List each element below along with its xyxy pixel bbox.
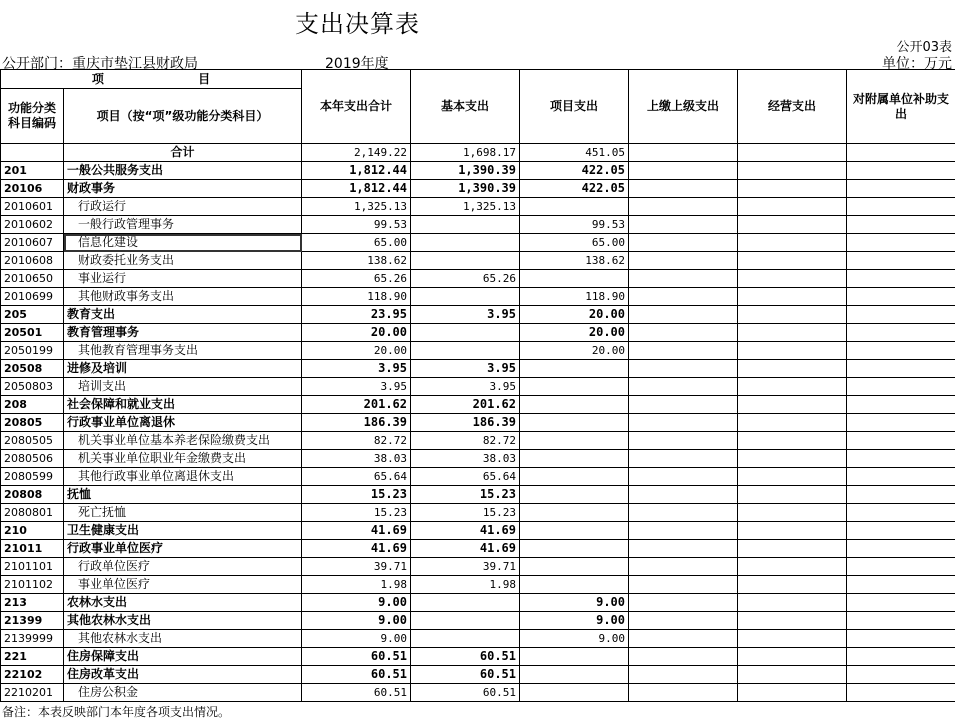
cell-total[interactable]: 60.51: [302, 666, 411, 684]
cell-upper[interactable]: [629, 270, 738, 288]
cell-upper[interactable]: [629, 450, 738, 468]
cell-business[interactable]: [738, 432, 847, 450]
cell-basic[interactable]: 60.51: [411, 648, 520, 666]
cell-basic[interactable]: [411, 288, 520, 306]
cell-name[interactable]: 其他农林水支出: [64, 630, 302, 648]
cell-upper[interactable]: [629, 180, 738, 198]
cell-business[interactable]: [738, 324, 847, 342]
cell-total[interactable]: 38.03: [302, 450, 411, 468]
cell-project[interactable]: [520, 504, 629, 522]
cell-total[interactable]: 201.62: [302, 396, 411, 414]
cell-business[interactable]: [738, 306, 847, 324]
cell-code[interactable]: 208: [1, 396, 64, 414]
table-row: [1, 522, 955, 540]
table-row: [1, 378, 955, 396]
cell-business[interactable]: [738, 360, 847, 378]
cell-business[interactable]: [738, 270, 847, 288]
cell-total[interactable]: 3.95: [302, 360, 411, 378]
cell-business[interactable]: [738, 252, 847, 270]
cell-project[interactable]: [520, 558, 629, 576]
table-row: [1, 666, 955, 684]
cell-business[interactable]: [738, 342, 847, 360]
cell-name[interactable]: 其他教育管理事务支出: [64, 342, 302, 360]
cell-subsidy[interactable]: [847, 486, 955, 504]
cell-name[interactable]: 财政委托业务支出: [64, 252, 302, 270]
cell-project[interactable]: 138.62: [520, 252, 629, 270]
cell-project[interactable]: [520, 414, 629, 432]
table-row: [1, 414, 955, 432]
cell-project[interactable]: [520, 522, 629, 540]
cell-name[interactable]: 死亡抚恤: [64, 504, 302, 522]
cell-business[interactable]: [738, 666, 847, 684]
table-row: [1, 486, 955, 504]
cell-total[interactable]: 2,149.22: [302, 144, 411, 162]
cell-code[interactable]: 201: [1, 162, 64, 180]
cell-code[interactable]: 205: [1, 306, 64, 324]
header-basic[interactable]: 基本支出: [411, 70, 520, 144]
cell-name[interactable]: 抚恤: [64, 486, 302, 504]
cell-upper[interactable]: [629, 648, 738, 666]
cell-upper[interactable]: [629, 576, 738, 594]
cell-subsidy[interactable]: [847, 306, 955, 324]
cell-basic[interactable]: [411, 630, 520, 648]
cell-subsidy[interactable]: [847, 288, 955, 306]
cell-project[interactable]: [520, 684, 629, 702]
cell-code[interactable]: 2080801: [1, 504, 64, 522]
cell-project[interactable]: 422.05: [520, 162, 629, 180]
cell-total[interactable]: 99.53: [302, 216, 411, 234]
item-header-left: 项: [91, 71, 104, 86]
cell-project[interactable]: 99.53: [520, 216, 629, 234]
cell-name[interactable]: 行政运行: [64, 198, 302, 216]
cell-basic[interactable]: 3.95: [411, 306, 520, 324]
cell-business[interactable]: [738, 684, 847, 702]
cell-total[interactable]: 15.23: [302, 504, 411, 522]
cell-code[interactable]: 2080599: [1, 468, 64, 486]
cell-name[interactable]: 培训支出: [64, 378, 302, 396]
cell-total[interactable]: 65.26: [302, 270, 411, 288]
table-row: [1, 270, 955, 288]
cell-basic[interactable]: 3.95: [411, 378, 520, 396]
cell-business[interactable]: [738, 144, 847, 162]
cell-basic[interactable]: 65.26: [411, 270, 520, 288]
footnote: 备注：本表反映部门本年度各项支出情况。: [2, 705, 231, 719]
cell-subsidy[interactable]: [847, 558, 955, 576]
cell-name[interactable]: 合计: [64, 144, 302, 162]
form-number: 公开03表: [896, 40, 952, 55]
cell-business[interactable]: [738, 468, 847, 486]
table-body: [1, 144, 955, 702]
cell-subsidy[interactable]: [847, 684, 955, 702]
cell-project[interactable]: [520, 576, 629, 594]
cell-business[interactable]: [738, 594, 847, 612]
cell-name[interactable]: 一般公共服务支出: [64, 162, 302, 180]
cell-upper[interactable]: [629, 666, 738, 684]
table-row: [1, 360, 955, 378]
cell-upper[interactable]: [629, 396, 738, 414]
table-row: [1, 468, 955, 486]
cell-business[interactable]: [738, 648, 847, 666]
cell-upper[interactable]: [629, 684, 738, 702]
cell-basic[interactable]: 1,390.39: [411, 180, 520, 198]
table-row: [1, 234, 955, 252]
cell-business[interactable]: [738, 414, 847, 432]
cell-code[interactable]: 2139999: [1, 630, 64, 648]
cell-subsidy[interactable]: [847, 414, 955, 432]
cell-upper[interactable]: [629, 324, 738, 342]
cell-project[interactable]: 422.05: [520, 180, 629, 198]
cell-basic[interactable]: 1,325.13: [411, 198, 520, 216]
cell-code[interactable]: 2080506: [1, 450, 64, 468]
cell-basic[interactable]: 1,390.39: [411, 162, 520, 180]
cell-name[interactable]: 机关事业单位职业年金缴费支出: [64, 450, 302, 468]
cell-name[interactable]: 其他行政事业单位离退休支出: [64, 468, 302, 486]
cell-project[interactable]: [520, 468, 629, 486]
cell-upper[interactable]: [629, 216, 738, 234]
cell-name[interactable]: 卫生健康支出: [64, 522, 302, 540]
cell-code[interactable]: 2010601: [1, 198, 64, 216]
cell-project[interactable]: [520, 540, 629, 558]
table-row: [1, 630, 955, 648]
cell-total[interactable]: 1,812.44: [302, 180, 411, 198]
cell-upper[interactable]: [629, 360, 738, 378]
cell-subsidy[interactable]: [847, 396, 955, 414]
table-row: [1, 432, 955, 450]
cell-subsidy[interactable]: [847, 630, 955, 648]
cell-basic[interactable]: 38.03: [411, 450, 520, 468]
cell-project[interactable]: 65.00: [520, 234, 629, 252]
cell-subsidy[interactable]: [847, 540, 955, 558]
cell-total[interactable]: 15.23: [302, 486, 411, 504]
cell-upper[interactable]: [629, 414, 738, 432]
cell-business[interactable]: [738, 288, 847, 306]
cell-name[interactable]: 农林水支出: [64, 594, 302, 612]
cell-project[interactable]: [520, 270, 629, 288]
cell-basic[interactable]: 39.71: [411, 558, 520, 576]
table-row: [1, 612, 955, 630]
cell-name[interactable]: 信息化建设: [64, 234, 302, 252]
cell-name[interactable]: 进修及培训: [64, 360, 302, 378]
cell-total[interactable]: 82.72: [302, 432, 411, 450]
cell-code[interactable]: 21011: [1, 540, 64, 558]
cell-upper[interactable]: [629, 306, 738, 324]
cell-basic[interactable]: [411, 594, 520, 612]
item-header[interactable]: [1, 70, 302, 89]
cell-project[interactable]: 20.00: [520, 342, 629, 360]
cell-business[interactable]: [738, 180, 847, 198]
cell-code[interactable]: 2010699: [1, 288, 64, 306]
cell-code[interactable]: 20106: [1, 180, 64, 198]
cell-name[interactable]: 行政事业单位离退休: [64, 414, 302, 432]
cell-project[interactable]: [520, 648, 629, 666]
cell-code[interactable]: 221: [1, 648, 64, 666]
cell-basic[interactable]: [411, 324, 520, 342]
cell-name[interactable]: 一般行政管理事务: [64, 216, 302, 234]
cell-code[interactable]: 2010602: [1, 216, 64, 234]
cell-basic[interactable]: 1,698.17: [411, 144, 520, 162]
table-row: [1, 144, 955, 162]
unit-label: 单位：万元: [882, 56, 952, 72]
cell-upper[interactable]: [629, 162, 738, 180]
cell-basic[interactable]: 82.72: [411, 432, 520, 450]
cell-business[interactable]: [738, 396, 847, 414]
header-subsidy[interactable]: 对附属单位补助支出: [847, 70, 955, 144]
cell-total[interactable]: 65.00: [302, 234, 411, 252]
cell-basic[interactable]: 60.51: [411, 684, 520, 702]
cell-subsidy[interactable]: [847, 162, 955, 180]
cell-total[interactable]: 138.62: [302, 252, 411, 270]
cell-basic[interactable]: 15.23: [411, 486, 520, 504]
cell-code[interactable]: 20508: [1, 360, 64, 378]
cell-project[interactable]: 118.90: [520, 288, 629, 306]
cell-code[interactable]: 2050199: [1, 342, 64, 360]
cell-project[interactable]: [520, 486, 629, 504]
cell-total[interactable]: 1,325.13: [302, 198, 411, 216]
cell-basic[interactable]: 3.95: [411, 360, 520, 378]
cell-subsidy[interactable]: [847, 360, 955, 378]
cell-upper[interactable]: [629, 612, 738, 630]
cell-name[interactable]: 教育支出: [64, 306, 302, 324]
cell-basic[interactable]: 41.69: [411, 522, 520, 540]
cell-subsidy[interactable]: [847, 612, 955, 630]
cell-subsidy[interactable]: [847, 216, 955, 234]
cell-basic[interactable]: 60.51: [411, 666, 520, 684]
cell-business[interactable]: [738, 612, 847, 630]
cell-code[interactable]: 2210201: [1, 684, 64, 702]
cell-upper[interactable]: [629, 288, 738, 306]
cell-upper[interactable]: [629, 144, 738, 162]
cell-total[interactable]: 1,812.44: [302, 162, 411, 180]
cell-basic[interactable]: 65.64: [411, 468, 520, 486]
cell-name[interactable]: 住房公积金: [64, 684, 302, 702]
cell-upper[interactable]: [629, 594, 738, 612]
cell-name[interactable]: 事业单位医疗: [64, 576, 302, 594]
cell-upper[interactable]: [629, 630, 738, 648]
cell-project[interactable]: 20.00: [520, 306, 629, 324]
cell-basic[interactable]: [411, 234, 520, 252]
department-label: 公开部门：重庆市垫江县财政局: [2, 56, 198, 72]
cell-subsidy[interactable]: [847, 648, 955, 666]
cell-total[interactable]: 9.00: [302, 630, 411, 648]
cell-project[interactable]: [520, 666, 629, 684]
cell-name[interactable]: 住房保障支出: [64, 648, 302, 666]
cell-basic[interactable]: 41.69: [411, 540, 520, 558]
cell-basic[interactable]: [411, 252, 520, 270]
cell-total[interactable]: 41.69: [302, 522, 411, 540]
cell-code[interactable]: 2101102: [1, 576, 64, 594]
cell-total[interactable]: 60.51: [302, 648, 411, 666]
cell-project[interactable]: 9.00: [520, 612, 629, 630]
cell-basic[interactable]: [411, 342, 520, 360]
cell-total[interactable]: 60.51: [302, 684, 411, 702]
cell-total[interactable]: 39.71: [302, 558, 411, 576]
cell-total[interactable]: 23.95: [302, 306, 411, 324]
cell-basic[interactable]: 15.23: [411, 504, 520, 522]
cell-name[interactable]: 其他财政事务支出: [64, 288, 302, 306]
cell-code[interactable]: [1, 144, 64, 162]
cell-subsidy[interactable]: [847, 522, 955, 540]
cell-upper[interactable]: [629, 234, 738, 252]
cell-name[interactable]: 行政事业单位医疗: [64, 540, 302, 558]
cell-business[interactable]: [738, 630, 847, 648]
cell-code[interactable]: 210: [1, 522, 64, 540]
cell-subsidy[interactable]: [847, 468, 955, 486]
table-row: [1, 648, 955, 666]
cell-code[interactable]: 20805: [1, 414, 64, 432]
cell-code[interactable]: 2010607: [1, 234, 64, 252]
cell-business[interactable]: [738, 216, 847, 234]
cell-upper[interactable]: [629, 540, 738, 558]
table-row: [1, 504, 955, 522]
cell-project[interactable]: [520, 378, 629, 396]
cell-subsidy[interactable]: [847, 198, 955, 216]
cell-subsidy[interactable]: [847, 252, 955, 270]
cell-total[interactable]: 9.00: [302, 594, 411, 612]
cell-subsidy[interactable]: [847, 342, 955, 360]
cell-upper[interactable]: [629, 198, 738, 216]
cell-business[interactable]: [738, 378, 847, 396]
cell-business[interactable]: [738, 558, 847, 576]
cell-upper[interactable]: [629, 522, 738, 540]
cell-business[interactable]: [738, 576, 847, 594]
table-row: [1, 576, 955, 594]
table-row: [1, 684, 955, 702]
cell-upper[interactable]: [629, 504, 738, 522]
cell-business[interactable]: [738, 522, 847, 540]
cell-project[interactable]: [520, 360, 629, 378]
header-code[interactable]: 功能分类科目编码: [1, 89, 64, 144]
cell-basic[interactable]: [411, 612, 520, 630]
table-row: [1, 162, 955, 180]
header-business[interactable]: 经营支出: [738, 70, 847, 144]
cell-business[interactable]: [738, 198, 847, 216]
cell-subsidy[interactable]: [847, 576, 955, 594]
cell-name[interactable]: 事业运行: [64, 270, 302, 288]
header-total[interactable]: 本年支出合计: [302, 70, 411, 144]
cell-project[interactable]: 20.00: [520, 324, 629, 342]
cell-project[interactable]: [520, 198, 629, 216]
cell-upper[interactable]: [629, 558, 738, 576]
table-row: [1, 342, 955, 360]
cell-project[interactable]: 9.00: [520, 594, 629, 612]
cell-code[interactable]: 213: [1, 594, 64, 612]
cell-code[interactable]: 20808: [1, 486, 64, 504]
fiscal-year: 2019年度: [325, 56, 389, 72]
cell-project[interactable]: [520, 432, 629, 450]
table-row: [1, 288, 955, 306]
table-row: [1, 252, 955, 270]
cell-subsidy[interactable]: [847, 504, 955, 522]
cell-subsidy[interactable]: [847, 450, 955, 468]
cell-basic[interactable]: [411, 216, 520, 234]
cell-name[interactable]: 其他农林水支出: [64, 612, 302, 630]
cell-name[interactable]: 社会保障和就业支出: [64, 396, 302, 414]
cell-total[interactable]: 20.00: [302, 342, 411, 360]
cell-basic[interactable]: 186.39: [411, 414, 520, 432]
cell-business[interactable]: [738, 162, 847, 180]
cell-subsidy[interactable]: [847, 594, 955, 612]
cell-subsidy[interactable]: [847, 432, 955, 450]
cell-total[interactable]: 118.90: [302, 288, 411, 306]
cell-code[interactable]: 22102: [1, 666, 64, 684]
cell-upper[interactable]: [629, 342, 738, 360]
cell-code[interactable]: 20501: [1, 324, 64, 342]
table-row: [1, 216, 955, 234]
cell-subsidy[interactable]: [847, 144, 955, 162]
cell-upper[interactable]: [629, 486, 738, 504]
cell-name[interactable]: 财政事务: [64, 180, 302, 198]
cell-project[interactable]: 451.05: [520, 144, 629, 162]
cell-project[interactable]: [520, 396, 629, 414]
cell-basic[interactable]: 201.62: [411, 396, 520, 414]
cell-project[interactable]: 9.00: [520, 630, 629, 648]
cell-upper[interactable]: [629, 468, 738, 486]
table-row: [1, 198, 955, 216]
table-row: [1, 450, 955, 468]
header-project[interactable]: 项目支出: [520, 70, 629, 144]
cell-business[interactable]: [738, 450, 847, 468]
cell-subsidy[interactable]: [847, 270, 955, 288]
cell-subsidy[interactable]: [847, 324, 955, 342]
cell-total[interactable]: 41.69: [302, 540, 411, 558]
cell-total[interactable]: 20.00: [302, 324, 411, 342]
cell-total[interactable]: 65.64: [302, 468, 411, 486]
cell-upper[interactable]: [629, 432, 738, 450]
cell-code[interactable]: 2050803: [1, 378, 64, 396]
page-title: 支出决算表: [295, 10, 420, 38]
table-row: [1, 558, 955, 576]
cell-business[interactable]: [738, 504, 847, 522]
cell-total[interactable]: 1.98: [302, 576, 411, 594]
cell-code[interactable]: 21399: [1, 612, 64, 630]
header-name[interactable]: 项目（按“项”级功能分类科目）: [64, 89, 302, 144]
cell-business[interactable]: [738, 234, 847, 252]
cell-name[interactable]: 教育管理事务: [64, 324, 302, 342]
cell-name[interactable]: 住房改革支出: [64, 666, 302, 684]
cell-subsidy[interactable]: [847, 666, 955, 684]
cell-total[interactable]: 186.39: [302, 414, 411, 432]
cell-name[interactable]: 机关事业单位基本养老保险缴费支出: [64, 432, 302, 450]
cell-subsidy[interactable]: [847, 378, 955, 396]
cell-code[interactable]: 2080505: [1, 432, 64, 450]
expenditure-table: [0, 69, 955, 702]
cell-subsidy[interactable]: [847, 180, 955, 198]
table-row: [1, 594, 955, 612]
cell-upper[interactable]: [629, 252, 738, 270]
cell-code[interactable]: 2010608: [1, 252, 64, 270]
cell-upper[interactable]: [629, 378, 738, 396]
cell-project[interactable]: [520, 450, 629, 468]
table-row: [1, 396, 955, 414]
item-header-right: 目: [198, 71, 211, 86]
cell-business[interactable]: [738, 486, 847, 504]
table-row: [1, 180, 955, 198]
cell-name[interactable]: 行政单位医疗: [64, 558, 302, 576]
cell-total[interactable]: 3.95: [302, 378, 411, 396]
cell-code[interactable]: 2010650: [1, 270, 64, 288]
table-row: [1, 306, 955, 324]
cell-basic[interactable]: 1.98: [411, 576, 520, 594]
cell-code[interactable]: 2101101: [1, 558, 64, 576]
cell-business[interactable]: [738, 540, 847, 558]
header-upper[interactable]: 上缴上级支出: [629, 70, 738, 144]
cell-total[interactable]: 9.00: [302, 612, 411, 630]
cell-subsidy[interactable]: [847, 234, 955, 252]
table-row: [1, 324, 955, 342]
table-row: [1, 540, 955, 558]
